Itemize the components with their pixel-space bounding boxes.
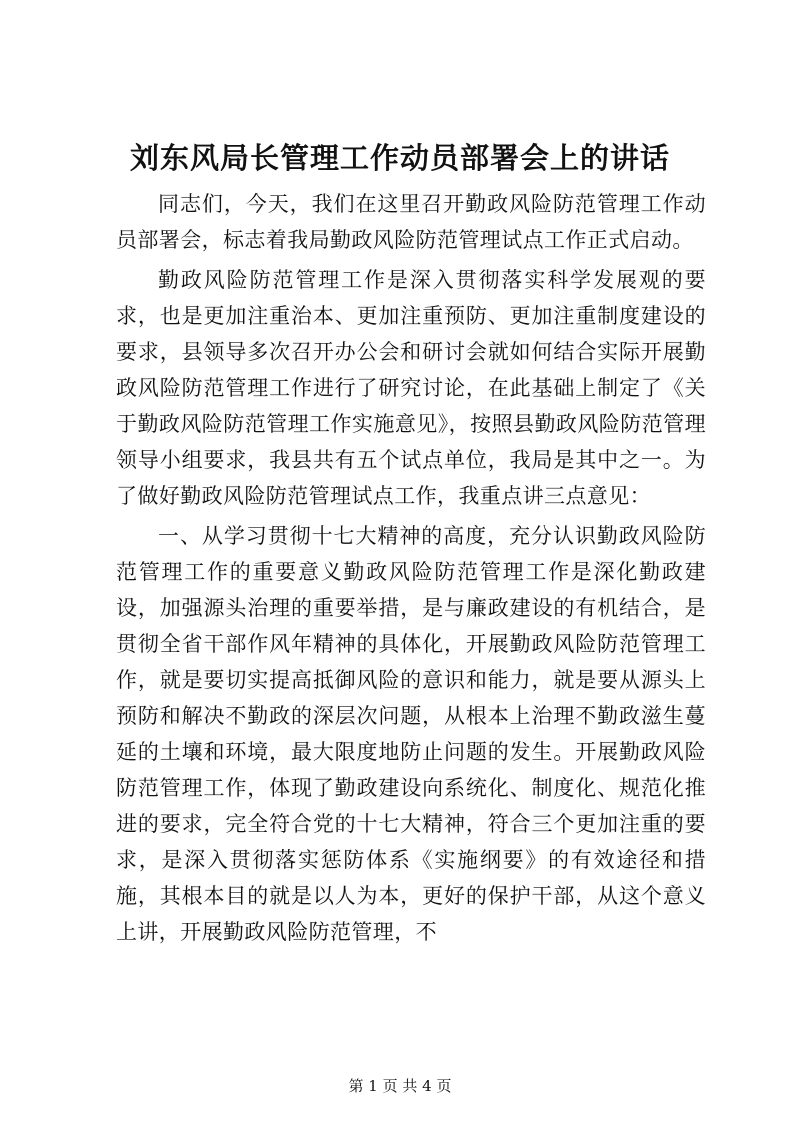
paragraph-background: 勤政风险防范管理工作是深入贯彻落实科学发展观的要求，也是更加注重治本、更加注重预防、更加注重制度建设的要求，县领导多次召开办公会和研讨会就如何结合实际开展勤政风险防范管理工作进行了研究讨论，在此基础上制定了《关于勤政风险防范管理工作实施意见》，按照县勤政风险防范管理领导小组要求，我县共有五个试点单位，我局是其中之一。为了做好勤政风险防范管理试点工作，我重点讲三点意见： (116, 268, 706, 508)
document-body (116, 186, 706, 950)
paragraph-opening: 同志们，今天，我们在这里召开勤政风险防范管理工作动员部署会，标志着我局勤政风险防范管理试点工作正式启动。 (116, 192, 706, 252)
page-footer: 第 1 页 共 4 页 (348, 1077, 452, 1095)
page-title: 刘东风局长管理工作动员部署会上的讲话 (129, 141, 670, 175)
paragraph-point-one: 一、从学习贯彻十七大精神的高度，充分认识勤政风险防范管理工作的重要意义勤政风险防范管理工作是深化勤政建设，加强源头治理的重要举措，是与廉政建设的有机结合，是贯彻全省干部作风年精神的具体化，开展勤政风险防范管理工作，就是要切实提高抵御风险的意识和能力，就是要从源头上预防和解决不勤政的深层次问题，从根本上治理不勤政滋生蔓延的土壤和环境，最大限度地防止问题的发生。开展勤政风险防范管理工作，体现了勤政建设向系统化、制度化、规范化推进的要求，完全符合党的十七大精神，符合三个更加注重的要求，是深入贯彻落实惩防体系《实施纲要》的有效途径和措施，其根本目的就是以人为本，更好的保护干部，从这个意义上讲，开展勤政风险防范管理，不 (116, 524, 706, 944)
